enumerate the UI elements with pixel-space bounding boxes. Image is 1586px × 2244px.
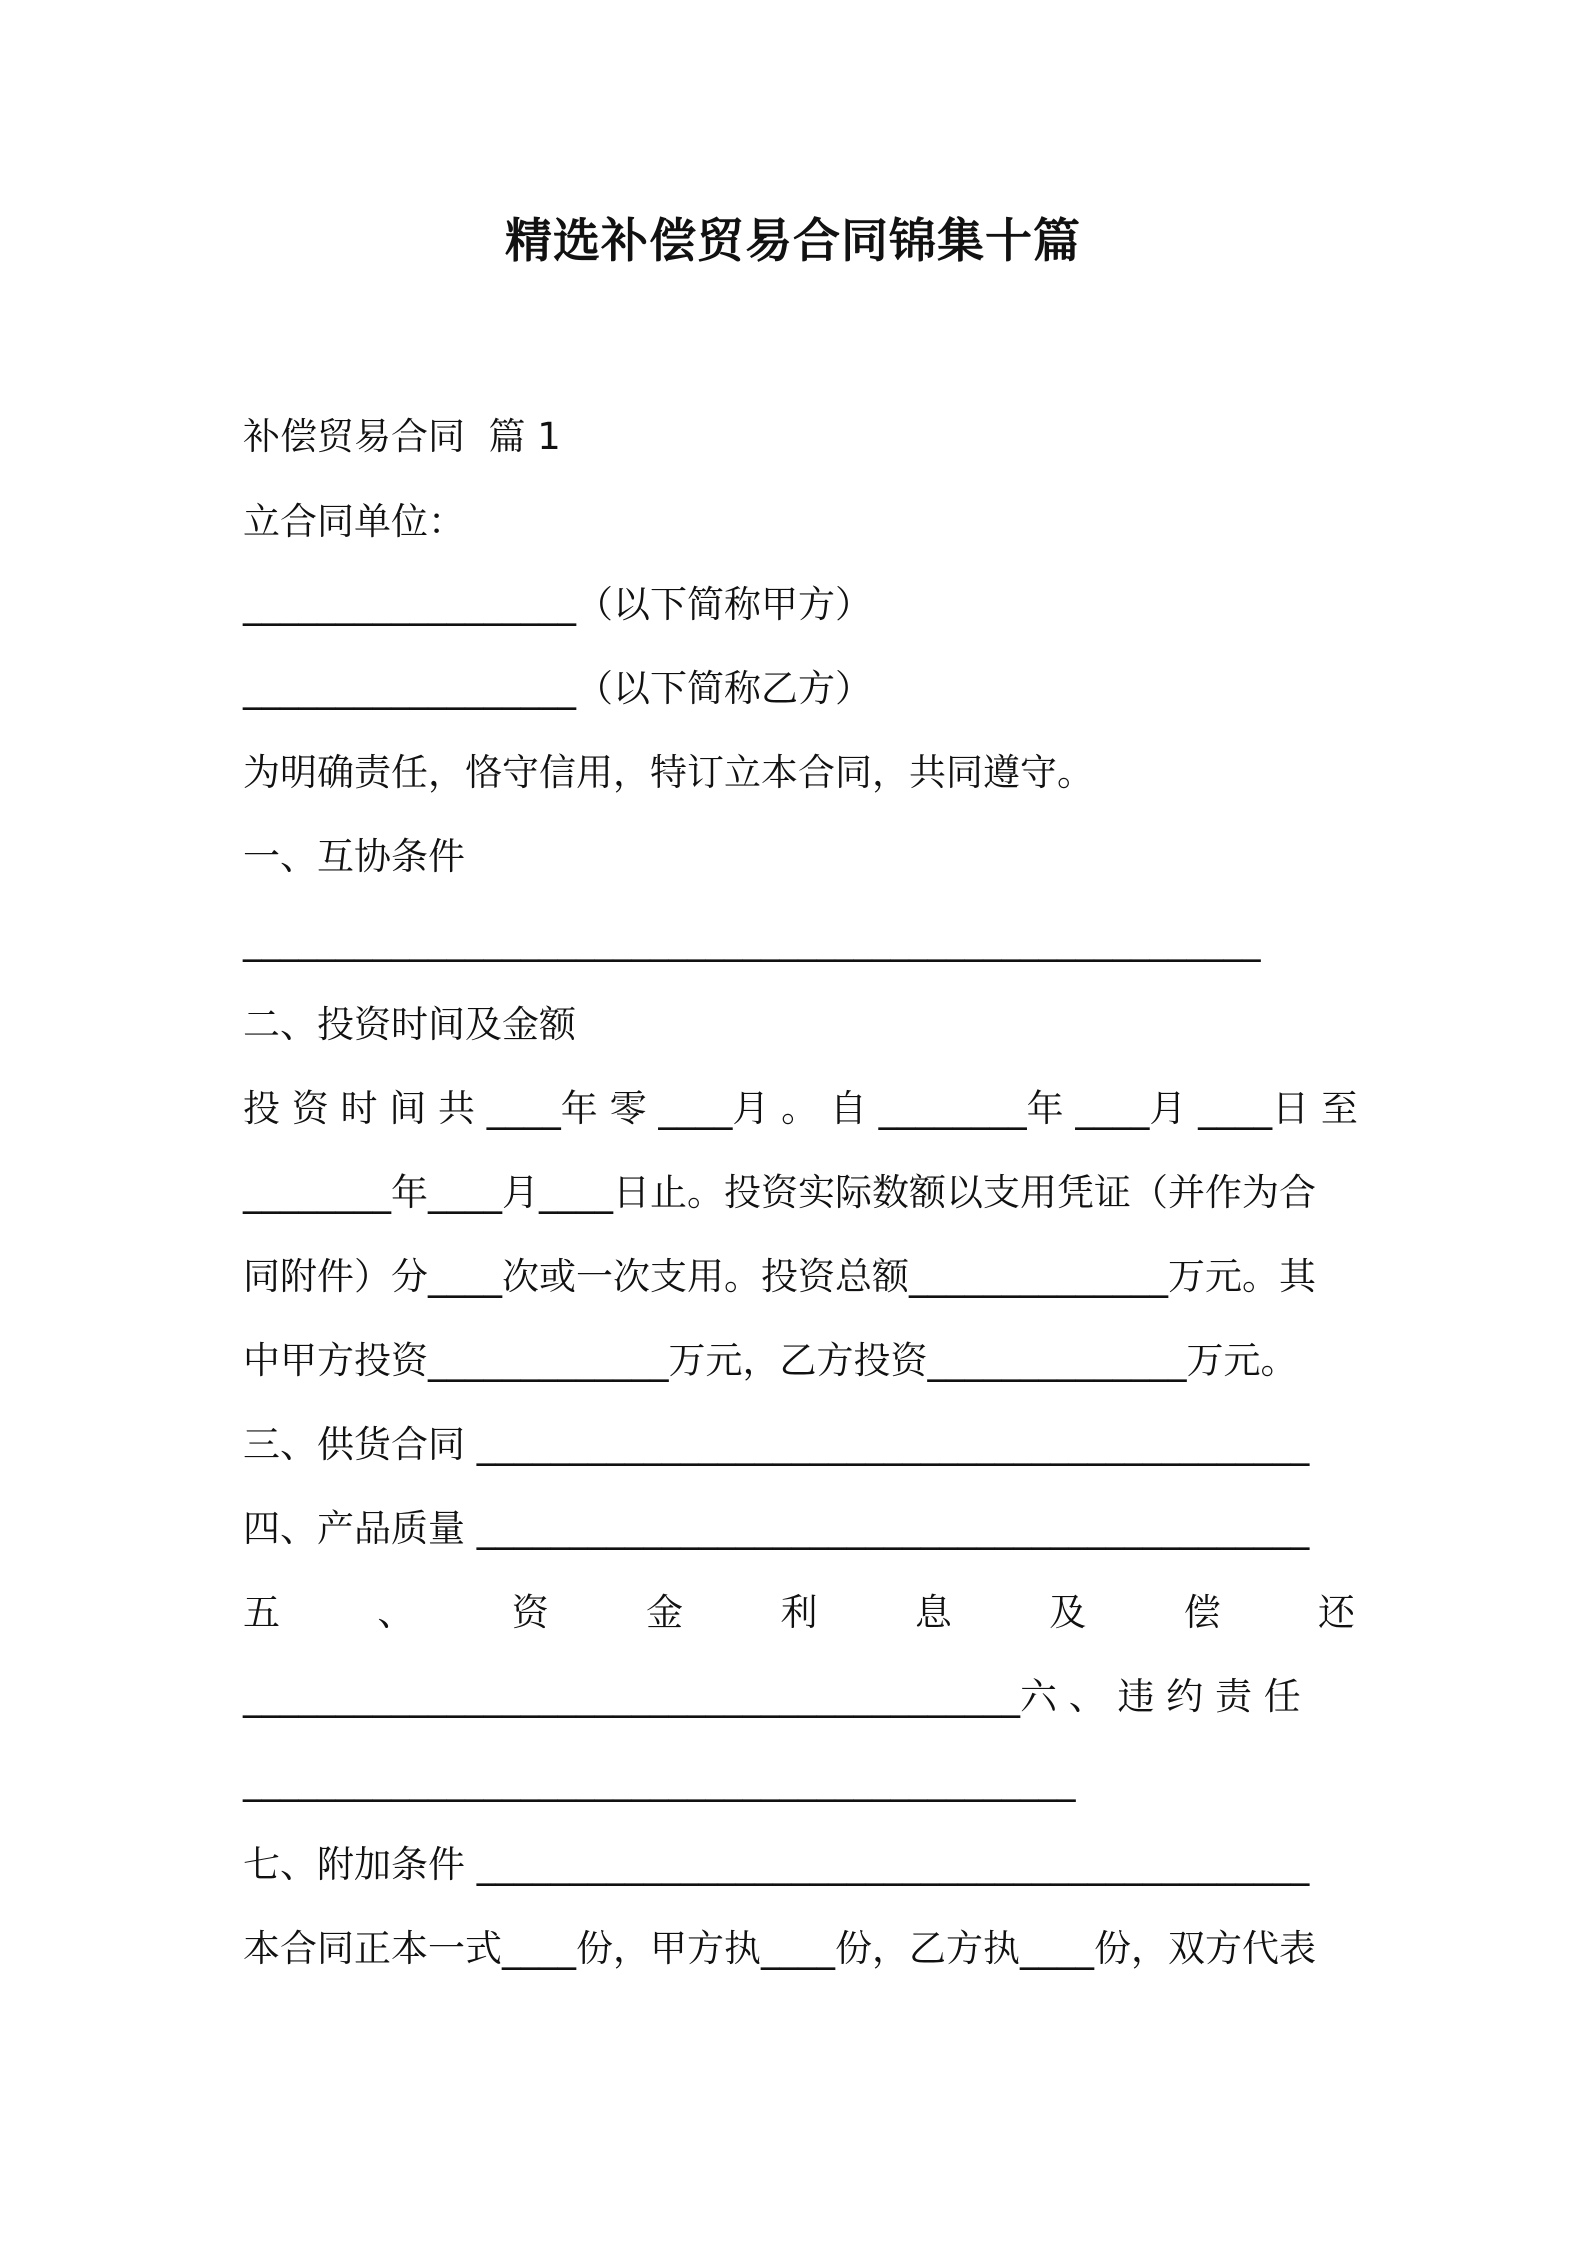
section-4-line: 四、产品质量 _____________________________________________ [243, 1507, 1310, 1550]
section-5-heading [243, 1588, 1355, 1638]
preamble-text: 为明确责任，恪守信用，特订立本合同，共同遵守。 [243, 751, 1094, 794]
section-5-word: 利 [780, 1591, 818, 1634]
section-3-line: 三、供货合同 _____________________________________________ [243, 1423, 1310, 1466]
section-5-word: 金 [646, 1591, 684, 1634]
section-1-heading: 一、互协条件 [243, 835, 465, 878]
section-5-word: 及 [1049, 1591, 1087, 1634]
section-5-blank-section-6-heading: __________________________________________六 、 违 约 责 任 [243, 1675, 1301, 1718]
closing-line: 本合同正本一式____份，甲方执____份，乙方执____份，双方代表 [243, 1927, 1316, 1970]
section-7-line: 七、附加条件 _____________________________________________ [243, 1843, 1310, 1886]
section-2-paragraph-line-1: 投 资 时 间 共 ____年 零 ____月 。 自 ________年 ____月 ____日 至 [243, 1087, 1358, 1130]
section-2-paragraph-line-2: ________年____月____日止。投资实际数额以支用凭证（并作为合 [243, 1171, 1316, 1214]
section-5-word: 还 [1318, 1591, 1355, 1634]
section-5-word: 息 [914, 1591, 952, 1634]
section-5-word: 、 [377, 1591, 415, 1634]
section-2-paragraph-line-4: 中甲方投资_____________万元，乙方投资______________万元。 [243, 1339, 1298, 1382]
section-5-word: 偿 [1183, 1591, 1221, 1634]
section-6-blank: _____________________________________________ [243, 1759, 1076, 1802]
section-2-paragraph-line-3: 同附件）分____次或一次支用。投资总额______________万元。其 [243, 1255, 1316, 1298]
party-b-line: __________________（以下简称乙方） [243, 667, 872, 710]
parties-label: 立合同单位： [243, 500, 465, 543]
section-2-heading: 二、投资时间及金额 [243, 1003, 576, 1046]
section-1-blank: _______________________________________________________ [243, 919, 1261, 962]
section-5-word: 五 [243, 1591, 280, 1634]
document-title: 精选补偿贸易合同锦集十篇 [505, 214, 1081, 269]
party-a-line: __________________（以下简称甲方） [243, 583, 872, 626]
section-5-word: 资 [511, 1591, 549, 1634]
contract-heading: 补偿贸易合同 篇 1 [243, 415, 561, 458]
